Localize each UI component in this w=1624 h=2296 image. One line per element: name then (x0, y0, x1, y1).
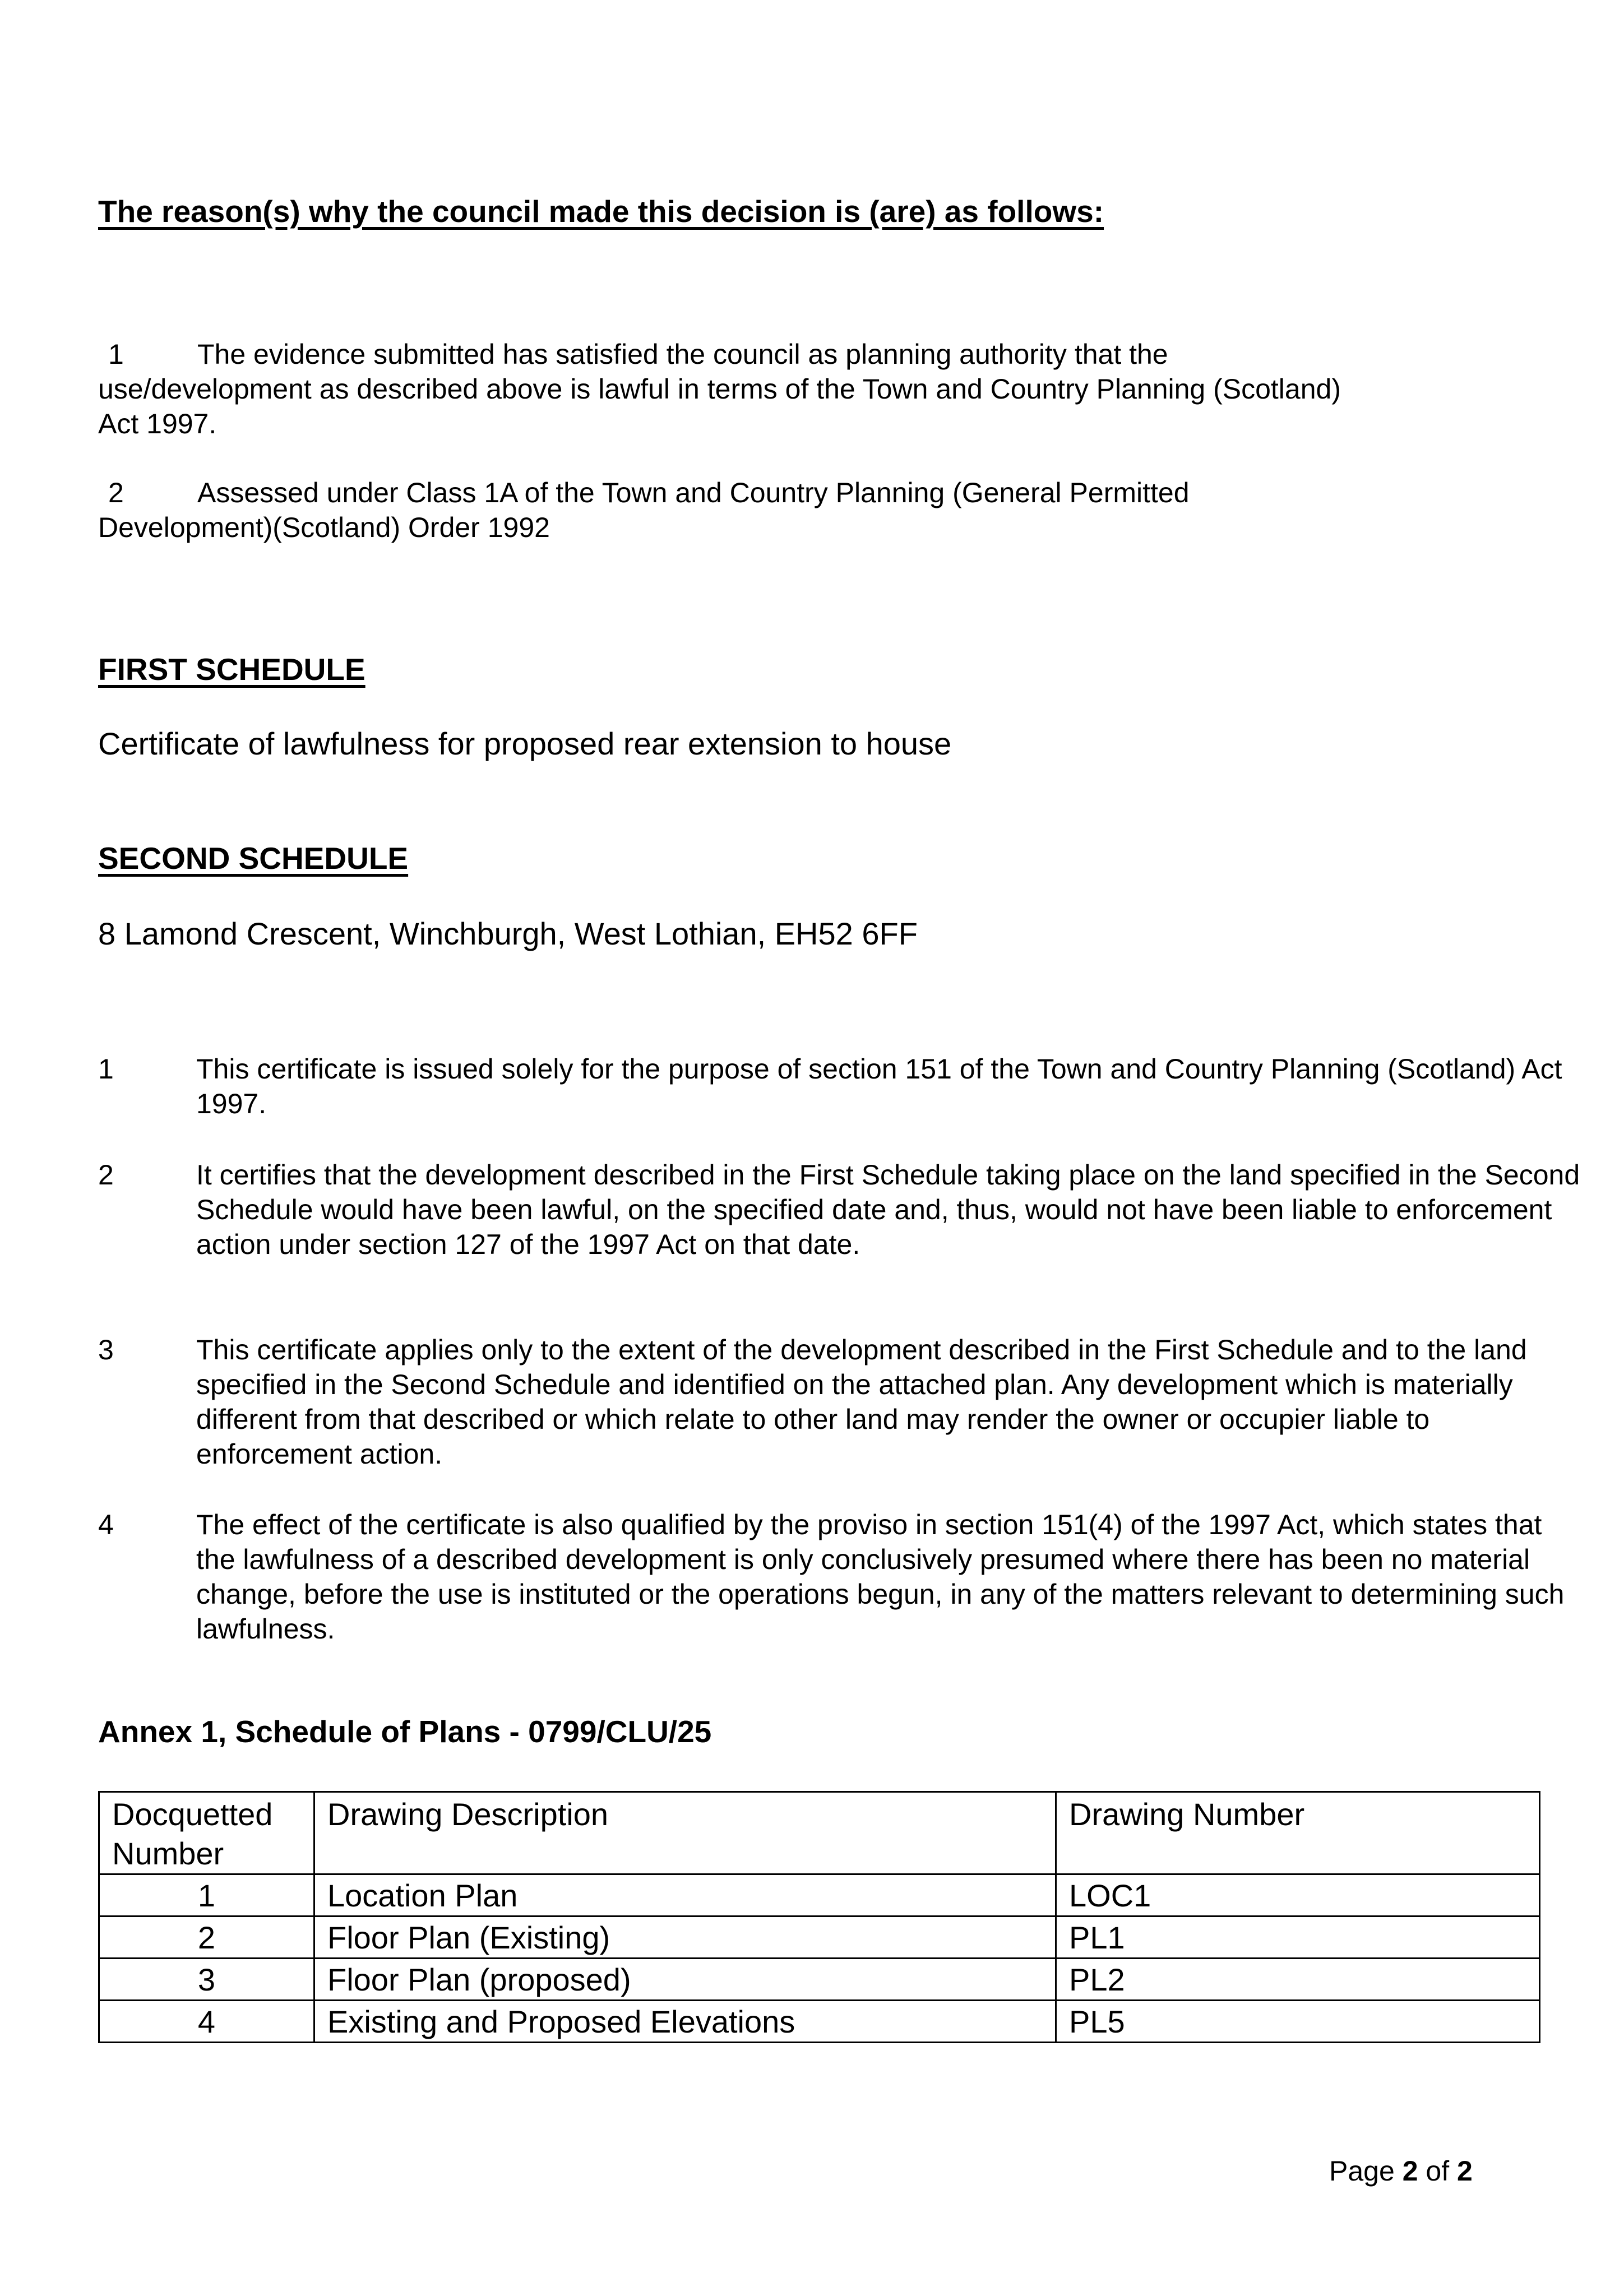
docquetted-number-cell: 2 (99, 1917, 314, 1959)
drawing-description-cell: Floor Plan (proposed) (314, 1959, 1056, 2001)
page-number (1329, 2154, 1473, 2188)
second-schedule-heading: SECOND SCHEDULE (98, 841, 409, 876)
reason-number: 1 (108, 339, 124, 370)
total-pages: 2 (1457, 2155, 1473, 2187)
page-label: Page (1329, 2155, 1395, 2187)
certificate-note-3 (98, 1332, 1527, 1471)
note-text: This certificate is issued solely for the purpose of section 151 of the Town and Country Planning (Scotland) Act 1997. (196, 1053, 1562, 1119)
note-text: It certifies that the development described in the First Schedule taking place on the land specified in the Second Schedule would have been lawful, on the specified date and, thus, would not have been liable to enforcement action under section 127 of the 1997 Act on that date. (196, 1159, 1580, 1260)
certificate-note-2 (98, 1158, 1580, 1262)
of-label: of (1426, 2155, 1450, 2187)
reason-line: Development)(Scotland) Order 1992 (98, 512, 550, 543)
note-text: This certificate applies only to the extent of the development described in the First Schedule and to the land specified in the Second Schedule and identified on the attached plan. Any development which is materially different from that described or which relate to other land may render the owner or occupier liable to enforcement action. (196, 1334, 1527, 1470)
annex-title: Annex 1, Schedule of Plans - 0799/CLU/25 (98, 1714, 712, 1749)
reason-number: 2 (108, 477, 124, 508)
docquetted-number-cell: 4 (99, 2001, 314, 2043)
note-number: 4 (98, 1509, 114, 1540)
drawing-description-cell: Floor Plan (Existing) (314, 1917, 1056, 1959)
reason-item-2 (98, 475, 1500, 545)
second-schedule-text: 8 Lamond Crescent, Winchburgh, West Lothian, EH52 6FF (98, 916, 918, 951)
column-header-drawing-description: Drawing Description (314, 1792, 1056, 1874)
reason-item-1 (98, 337, 1500, 441)
drawing-description-cell: Existing and Proposed Elevations (314, 2001, 1056, 2043)
table-row (99, 1917, 1540, 1959)
certificate-note-4 (98, 1507, 1565, 1646)
reason-line: Act 1997. (98, 408, 217, 439)
note-number: 1 (98, 1053, 114, 1085)
drawing-number-cell: PL5 (1056, 2001, 1540, 2043)
drawing-number-cell: PL2 (1056, 1959, 1540, 2001)
plans-table (98, 1791, 1540, 2043)
note-text: The effect of the certificate is also qualified by the proviso in section 151(4) of the 1997 Act, which states that the lawfulness of a described development is only conclusively presumed where there has been no material change, before the use is instituted or the operations begun, in any of the matters relevant to determining such lawfulness. (196, 1509, 1565, 1645)
column-header-drawing-number: Drawing Number (1056, 1792, 1540, 1874)
drawing-number-cell: LOC1 (1056, 1874, 1540, 1917)
docquetted-number-cell: 3 (99, 1959, 314, 2001)
reason-line: use/development as described above is lawful in terms of the Town and Country Planning (Scotland) (98, 373, 1341, 405)
first-schedule-heading: FIRST SCHEDULE (98, 652, 365, 687)
current-page: 2 (1402, 2155, 1418, 2187)
table-header-row (99, 1792, 1540, 1874)
table-row (99, 1874, 1540, 1917)
drawing-description-cell: Location Plan (314, 1874, 1056, 1917)
table-row (99, 1959, 1540, 2001)
certificate-note-1 (98, 1052, 1562, 1121)
column-header-docquetted-number: Docquetted Number (99, 1792, 314, 1874)
reasons-heading: The reason(s) why the council made this decision is (are) as follows: (98, 194, 1104, 229)
reason-line: The evidence submitted has satisfied the council as planning authority that the (197, 339, 1168, 370)
drawing-number-cell: PL1 (1056, 1917, 1540, 1959)
reason-line: Assessed under Class 1A of the Town and Country Planning (General Permitted (197, 477, 1190, 508)
note-number: 2 (98, 1159, 114, 1191)
docquetted-number-cell: 1 (99, 1874, 314, 1917)
table-row (99, 2001, 1540, 2043)
note-number: 3 (98, 1334, 114, 1365)
first-schedule-text: Certificate of lawfulness for proposed rear extension to house (98, 726, 952, 761)
